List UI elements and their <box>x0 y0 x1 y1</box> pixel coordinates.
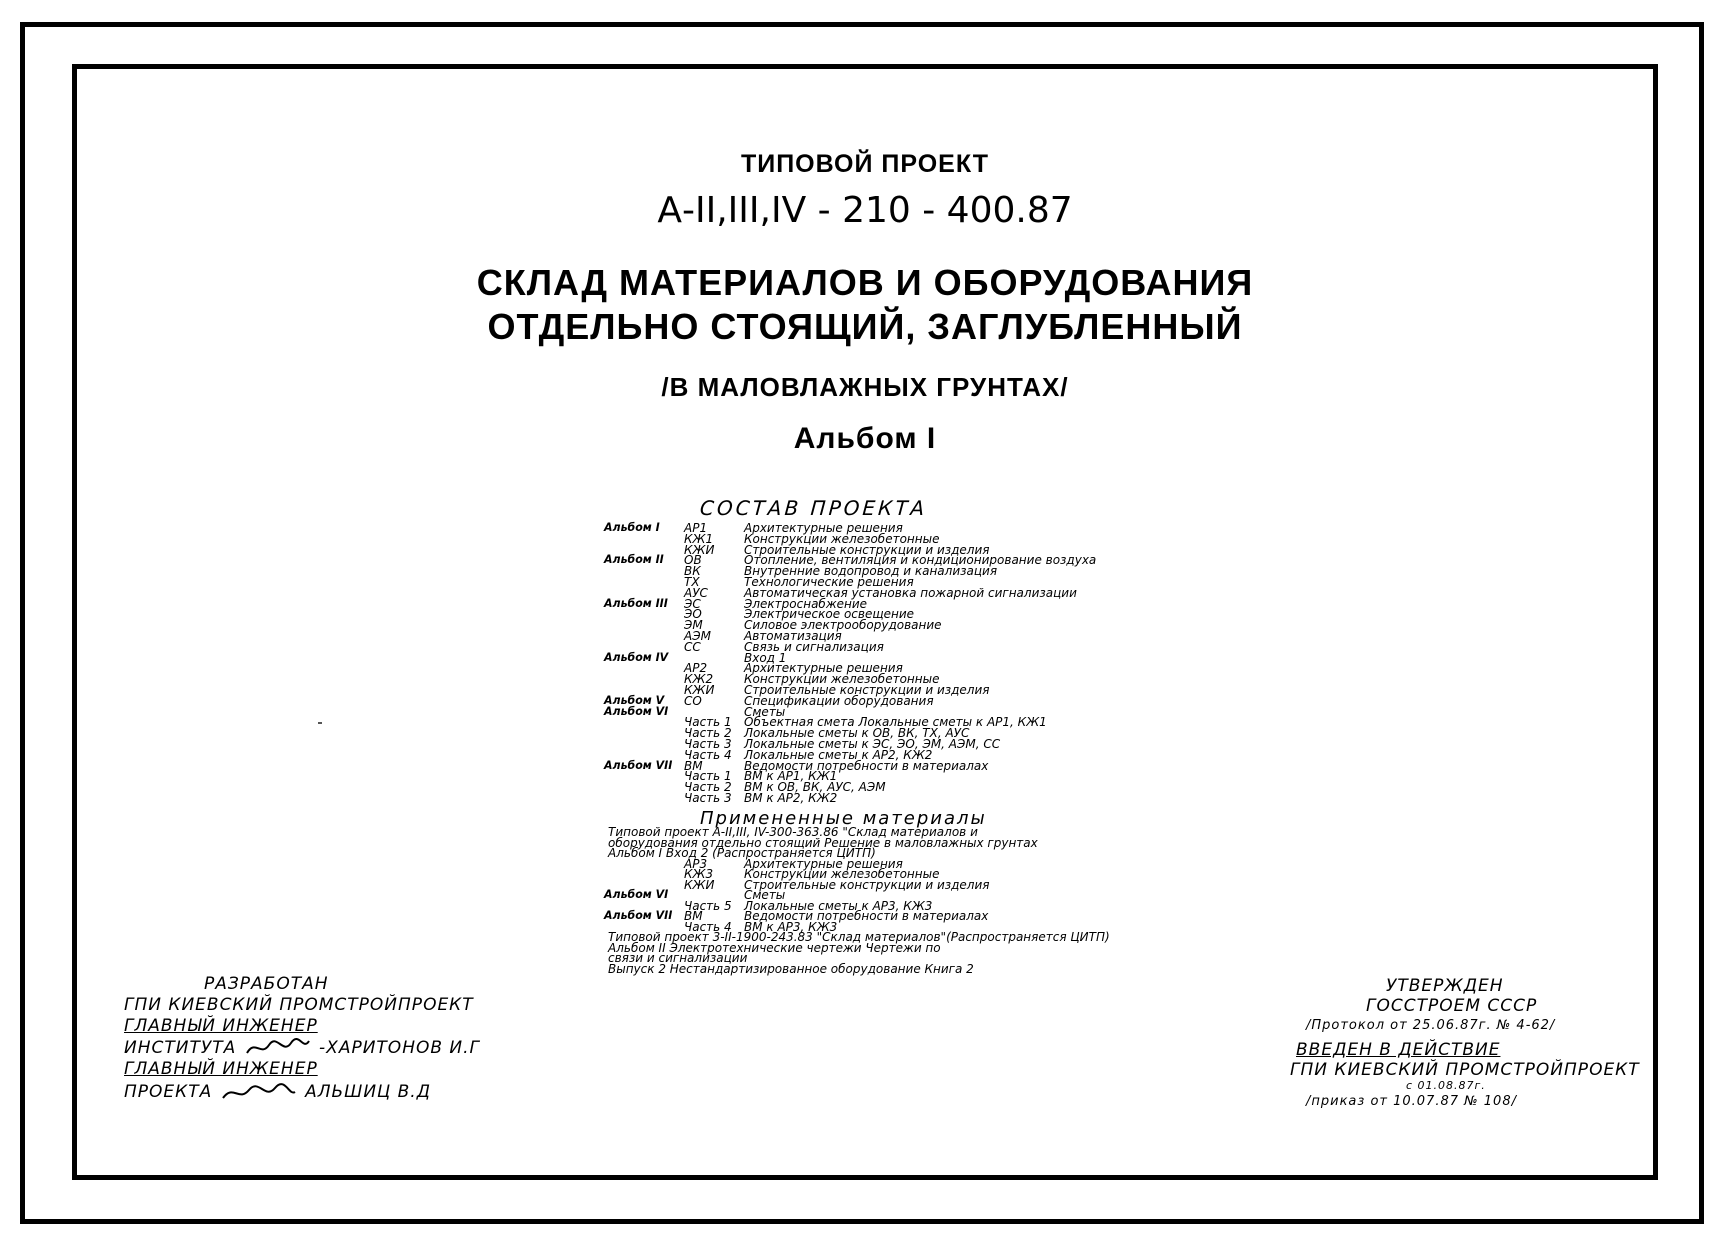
row-desc: Сметы <box>744 704 786 719</box>
row-code: Часть 3 <box>684 736 732 752</box>
row-code: Часть 2 <box>684 725 732 741</box>
row-album: Альбом VII <box>604 758 673 772</box>
row-desc: Локальные сметы к ОВ, ВК, ТХ, АУС <box>744 725 970 741</box>
row-code: КЖИ <box>684 877 715 892</box>
developer-block <box>124 974 480 1104</box>
row-desc: Сметы <box>744 887 786 903</box>
row-code: ВМ <box>684 758 703 773</box>
row-desc: Строительные конструкции и изделия <box>744 542 990 557</box>
row-album: Альбом VI <box>604 704 669 718</box>
row-code: Часть 5 <box>684 898 732 913</box>
approved-by: ГОССТРОЕМ СССР <box>1366 996 1538 1016</box>
row-desc: Строительные конструкции и изделия <box>744 682 990 698</box>
row-code: ЭС <box>684 596 701 611</box>
row-code: АУС <box>684 585 708 601</box>
row-desc: Конструкции железобетонные <box>744 671 940 687</box>
enacted-order: /приказ от 10.07.87 № 108/ <box>1306 1094 1517 1109</box>
album-number: Альбом I <box>793 422 937 455</box>
developer-heading: РАЗРАБОТАН <box>204 974 329 994</box>
row-desc: ВМ к ОВ, ВК, АУС, АЭМ <box>744 779 886 795</box>
row-album: Альбом V <box>604 693 665 708</box>
developer-org: ГПИ КИЕВСКИЙ ПРОМСТРОЙПРОЕКТ <box>124 995 474 1015</box>
row-code: Часть 2 <box>684 779 732 795</box>
row-code: Часть 4 <box>684 747 732 763</box>
institute-signature-row <box>124 1037 480 1059</box>
text-line: Альбом II Электротехнические чертежи Чертежи по <box>608 940 941 955</box>
row-desc: Силовое электрооборудование <box>744 617 942 633</box>
row-desc: Вход 1 <box>744 650 787 665</box>
row-desc: Технологические решения <box>744 574 914 590</box>
row-desc: Конструкции железобетонные <box>744 531 940 547</box>
text-line: Альбом I Вход 2 (Распространяется ЦИТП) <box>608 846 876 860</box>
row-desc: Архитектурные решения <box>744 661 903 676</box>
enacted-by: ГПИ КИЕВСКИЙ ПРОМСТРОЙПРОЕКТ <box>1290 1060 1640 1080</box>
row-album: Альбом II <box>604 553 664 567</box>
row-code: ЭО <box>684 607 702 622</box>
row-desc: Автоматическая установка пожарной сигнализации <box>744 585 1077 601</box>
row-album: Альбом III <box>604 596 668 610</box>
row-desc: Спецификации оборудования <box>744 693 934 709</box>
row-desc: Внутренние водопровод и канализация <box>744 563 998 579</box>
project-signature-row <box>124 1080 480 1104</box>
row-desc: Отопление, вентиляция и кондиционирование воздуха <box>744 553 1097 568</box>
soil-condition: /В МАЛОВЛАЖНЫХ ГРУНТАХ/ <box>661 372 1069 402</box>
row-desc: Объектная смета Локальные сметы к АР1, КЖ1 <box>744 715 1047 730</box>
kharitonov-name: -ХАРИТОНОВ И.Г <box>319 1038 481 1058</box>
row-desc: Архитектурные решения <box>744 520 903 536</box>
project-type-label: ТИПОВОЙ ПРОЕКТ <box>740 150 990 178</box>
text-line: оборудования отдельно стоящий Решение в маловлажных грунтах <box>608 835 1038 850</box>
row-desc: Локальные сметы к ЭС, ЭО, ЭМ, АЭМ, СС <box>744 736 1001 752</box>
row-code: КЖ3 <box>684 866 714 882</box>
row-album: Альбом VI <box>604 887 669 902</box>
row-code: Часть 4 <box>684 919 732 934</box>
row-code: КЖИ <box>684 682 715 698</box>
row-desc: Локальные сметы к АР2, КЖ2 <box>744 747 933 763</box>
row-desc: Электрическое освещение <box>744 607 915 622</box>
row-desc: Конструкции железобетонные <box>744 866 940 882</box>
row-code: Часть 1 <box>684 715 732 730</box>
row-desc: ВМ к АР2, КЖ2 <box>744 790 838 806</box>
row-desc: Ведомости потребности в материалах <box>744 758 989 773</box>
row-code: АЭМ <box>684 628 711 644</box>
project-name-line2: ОТДЕЛЬНО СТОЯЩИЙ, ЗАГЛУБЛЕННЫЙ <box>487 306 1243 347</box>
text-line: связи и сигнализации <box>608 951 748 965</box>
row-code: Часть 1 <box>684 769 732 784</box>
row-code: АР1 <box>684 520 708 536</box>
row-desc: Автоматизация <box>744 628 842 644</box>
approved-heading: УТВЕРЖДЕН <box>1386 976 1504 996</box>
row-code: СО <box>684 693 702 709</box>
row-desc: Локальные сметы к АР3, КЖ3 <box>744 898 933 913</box>
row-code: ТХ <box>684 574 700 590</box>
row-album: Альбом IV <box>604 650 669 664</box>
row-desc: Связь и сигнализация <box>744 639 884 655</box>
text-line: Типовой проект 3-II-1900-243.83 "Склад материалов"(Распространяется ЦИТП) <box>608 930 1110 944</box>
row-code: КЖ1 <box>684 531 714 547</box>
row-desc: ВМ к АР1, КЖ1 <box>744 769 838 784</box>
project-label: ПРОЕКТА <box>124 1082 213 1102</box>
row-code: КЖ2 <box>684 671 714 687</box>
row-code: КЖИ <box>684 542 715 557</box>
row-desc: Архитектурные решения <box>744 856 903 871</box>
project-code: А-II,III,IV - 210 - 400.87 <box>657 190 1073 231</box>
applied-materials-title: Примененные материалы <box>700 808 987 829</box>
stray-mark <box>318 722 322 724</box>
institute-label: ИНСТИТУТА <box>124 1038 237 1058</box>
row-code: ВК <box>684 563 701 579</box>
text-line: Типовой проект А-II,III, IV-300-363.86 "Склад материалов и <box>608 825 978 839</box>
row-code: ЭМ <box>684 617 703 633</box>
text-line: Выпуск 2 Нестандартизированное оборудование Книга 2 <box>608 961 974 976</box>
row-code: ОВ <box>684 553 702 568</box>
project-name-line1: СКЛАД МАТЕРИАЛОВ И ОБОРУДОВАНИЯ <box>476 262 1254 303</box>
row-desc: Строительные конструкции и изделия <box>744 877 990 892</box>
row-code: Часть 3 <box>684 790 732 806</box>
row-album: Альбом I <box>604 520 660 535</box>
alshits-name: АЛЬШИЦ В.Д <box>305 1082 431 1102</box>
approval-block <box>1290 976 1640 1112</box>
enacted-date: с 01.08.87г. <box>1406 1079 1486 1092</box>
row-code: СС <box>684 639 701 655</box>
row-code: АР3 <box>684 856 708 871</box>
enacted-heading: ВВЕДЕН В ДЕЙСТВИЕ <box>1296 1040 1501 1060</box>
row-desc: Электроснабжение <box>744 596 868 611</box>
row-code: АР2 <box>684 661 708 676</box>
approval-protocol: /Протокол от 25.06.87г. № 4-62/ <box>1306 1018 1556 1033</box>
signature-alshits-icon <box>219 1080 299 1104</box>
chief-engineer-label-2: ГЛАВНЫЙ ИНЖЕНЕР <box>124 1059 318 1079</box>
chief-engineer-label-1: ГЛАВНЫЙ ИНЖЕНЕР <box>124 1016 318 1036</box>
row-desc: Ведомости потребности в материалах <box>744 908 989 924</box>
composition-title: СОСТАВ ПРОЕКТА <box>699 496 929 520</box>
signature-kharitonov-icon <box>243 1037 313 1059</box>
row-code: ВМ <box>684 908 703 924</box>
row-desc: ВМ к АР3, КЖ3 <box>744 919 838 934</box>
row-album: Альбом VII <box>604 908 673 923</box>
